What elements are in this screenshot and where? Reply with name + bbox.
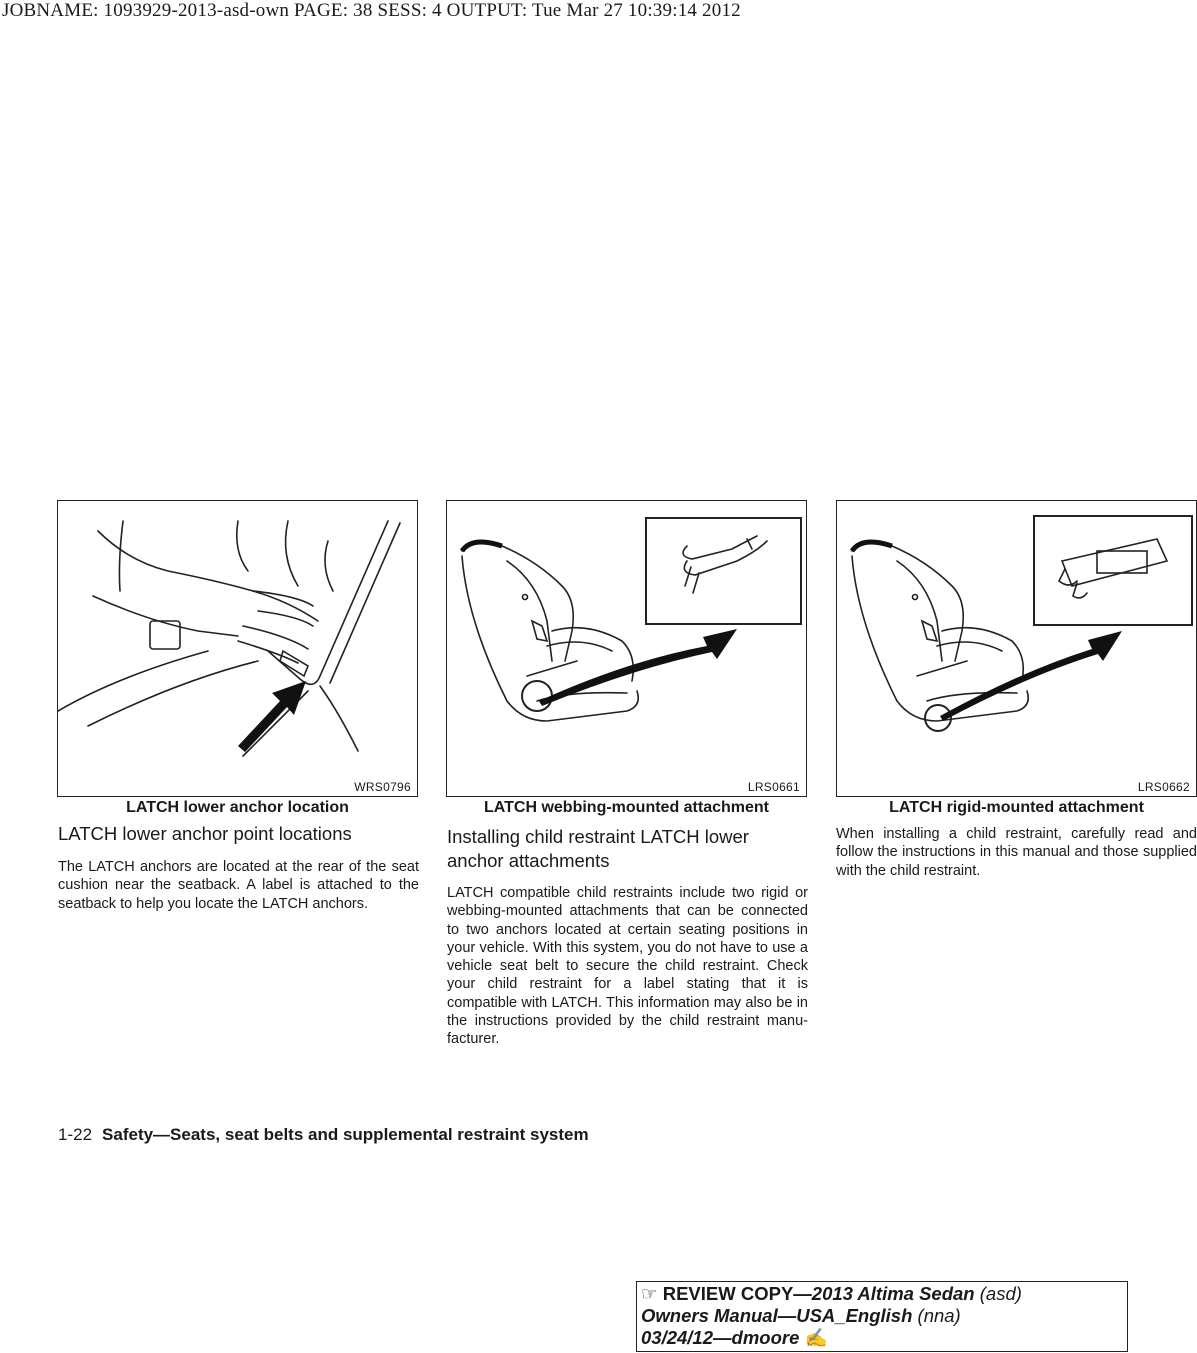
page-footer: [58, 1125, 589, 1145]
job-header: JOBNAME: 1093929-2013-asd-own PAGE: 38 SESS: 4 OUTPUT: Tue Mar 27 10:39:14 2012: [2, 0, 741, 21]
review-date-author: 03/24/12—dmoore: [641, 1327, 800, 1348]
body-paragraph: The LATCH anchors are located at the rear of the seat cushion near the seatback. A label is attached to the seatback to help you locate the LATCH anchors.: [58, 859, 419, 912]
figure-caption: LATCH rigid-mounted attachment: [889, 799, 1144, 816]
section-heading: Installing child restraint LATCH lower anchor attachments: [447, 826, 749, 871]
review-model: 2013 Altima Sedan: [811, 1283, 975, 1304]
figure-webbing-attachment: [446, 500, 807, 797]
review-manual: Owners Manual—USA_English: [641, 1305, 913, 1326]
section-title: Safety—Seats, seat belts and supplemental restraint system: [102, 1125, 589, 1144]
child-seat-rigid-illustration-icon: [837, 501, 1196, 796]
figure-lower-anchor: [57, 500, 418, 797]
page-number: 1-22: [58, 1125, 93, 1144]
hand-anchor-illustration-icon: [58, 501, 417, 796]
section-heading: LATCH lower anchor point locations: [58, 823, 352, 844]
body-paragraph: LATCH compatible child restraints include two rigid or webbing-mounted attachments that can be connected to two anchors located at certain seating positions in your vehicle. With this system, you do not have to use a vehicle seat belt to secure the child restraint. Check your child restraint for a label stating that it is compatible with LATCH. This information may also be in the instructions provided by the child restraint manufacturer.: [447, 885, 808, 1048]
figure-code: LRS0662: [1137, 780, 1190, 794]
body-paragraph: When installing a child restraint, carefully read and follow the instructions in this manual and those supplied with the child restraint.: [836, 826, 1197, 879]
review-model-code: (asd): [974, 1283, 1022, 1304]
review-manual-code: (nna): [912, 1305, 961, 1326]
child-seat-webbing-illustration-icon: [447, 501, 806, 796]
figure-rigid-attachment: [836, 500, 1197, 797]
writing-hand-icon: ✍: [804, 1327, 828, 1348]
figure-code: WRS0796: [354, 780, 411, 794]
figure-code: LRS0661: [747, 780, 800, 794]
figure-caption: LATCH lower anchor location: [126, 799, 349, 816]
review-copy-box: [636, 1281, 1128, 1352]
review-label: REVIEW COPY—: [662, 1283, 812, 1304]
figure-caption: LATCH webbing-mounted attachment: [483, 799, 770, 816]
pointing-hand-icon: ☞: [641, 1283, 658, 1304]
